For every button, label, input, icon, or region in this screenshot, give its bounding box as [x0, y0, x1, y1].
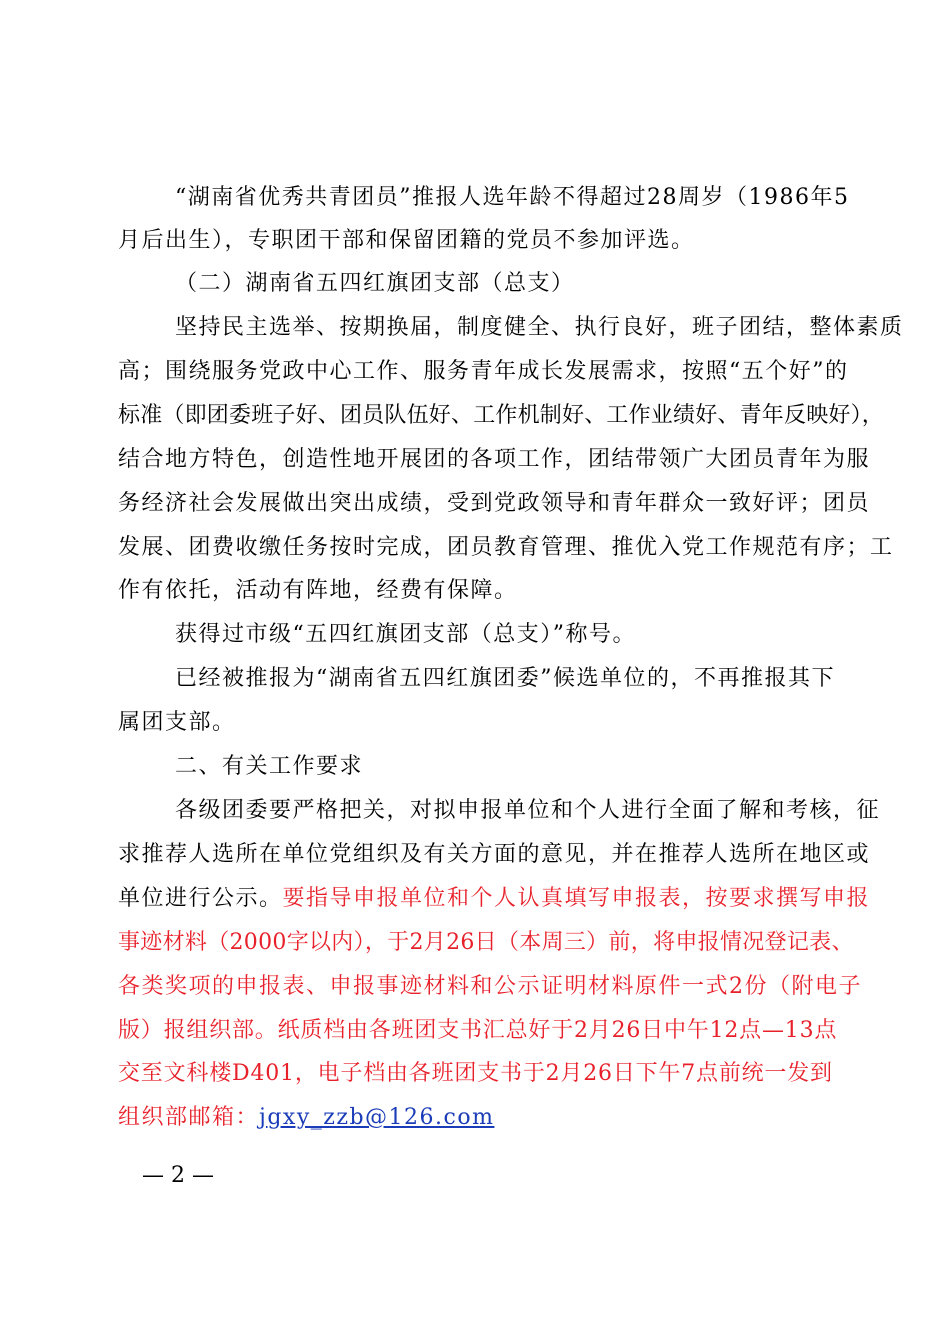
highlighted-text: 组织部邮箱： [118, 1105, 260, 1130]
highlighted-text: 要指导申报单位和个人认真填写申报表，按要求撰写申报 [282, 886, 871, 911]
page-number: — 2 — [142, 1163, 214, 1188]
email-link[interactable]: jgxy_zzb@126.com [259, 1105, 495, 1130]
paragraph-line: “湖南省优秀共青团员”推报人选年龄不得超过28周岁（1986年5 [175, 185, 850, 210]
email-line [118, 1103, 494, 1133]
paragraph-line: 坚持民主选举、按期换届，制度健全、执行良好，班子团结，整体素质 [175, 315, 904, 340]
paragraph-line: 求推荐人选所在单位党组织及有关方面的意见，并在推荐人选所在地区或 [118, 842, 871, 867]
highlighted-line: 版）报组织部。纸质档由各班团支书汇总好于2月26日中午12点—13点 [118, 1018, 838, 1043]
paragraph-line: 务经济社会发展做出突出成绩，受到党政领导和青年群众一致好评；团员 [118, 491, 871, 516]
paragraph-line: 属团支部。 [118, 710, 236, 735]
paragraph-line: 作有依托，活动有阵地，经费有保障。 [118, 578, 518, 603]
paragraph-line: 获得过市级“五四红旗团支部（总支）”称号。 [175, 622, 636, 647]
highlighted-line: 交至文科楼D401，电子档由各班团支书于2月26日下午7点前统一发到 [118, 1061, 833, 1086]
paragraph-line [118, 884, 870, 914]
paragraph-line: 标准（即团委班子好、团员队伍好、工作机制好、工作业绩好、青年反映好）， [118, 403, 885, 428]
paragraph-line: 各级团委要严格把关，对拟申报单位和个人进行全面了解和考核，征 [175, 798, 881, 823]
highlighted-line: 事迹材料（2000字以内），于2月26日（本周三）前，将申报情况登记表、 [118, 930, 854, 955]
paragraph-line: 月后出生），专职团干部和保留团籍的党员不参加评选。 [118, 228, 695, 253]
paragraph-line: 高；围绕服务党政中心工作、服务青年成长发展需求，按照“五个好”的 [118, 359, 849, 384]
section-heading: （二）湖南省五四红旗团支部（总支） [175, 271, 575, 296]
paragraph-line: 发展、团费收缴任务按时完成，团员教育管理、推优入党工作规范有序；工 [118, 535, 894, 560]
paragraph-line: 已经被推报为“湖南省五四红旗团委”候选单位的，不再推报其下 [175, 666, 835, 691]
highlighted-line: 各类奖项的申报表、申报事迹材料和公示证明材料原件一式2份（附电子 [118, 974, 862, 999]
paragraph-text: 单位进行公示。 [118, 886, 283, 911]
section-heading: 二、有关工作要求 [175, 754, 364, 779]
paragraph-line: 结合地方特色，创造性地开展团的各项工作，团结带领广大团员青年为服 [118, 447, 871, 472]
